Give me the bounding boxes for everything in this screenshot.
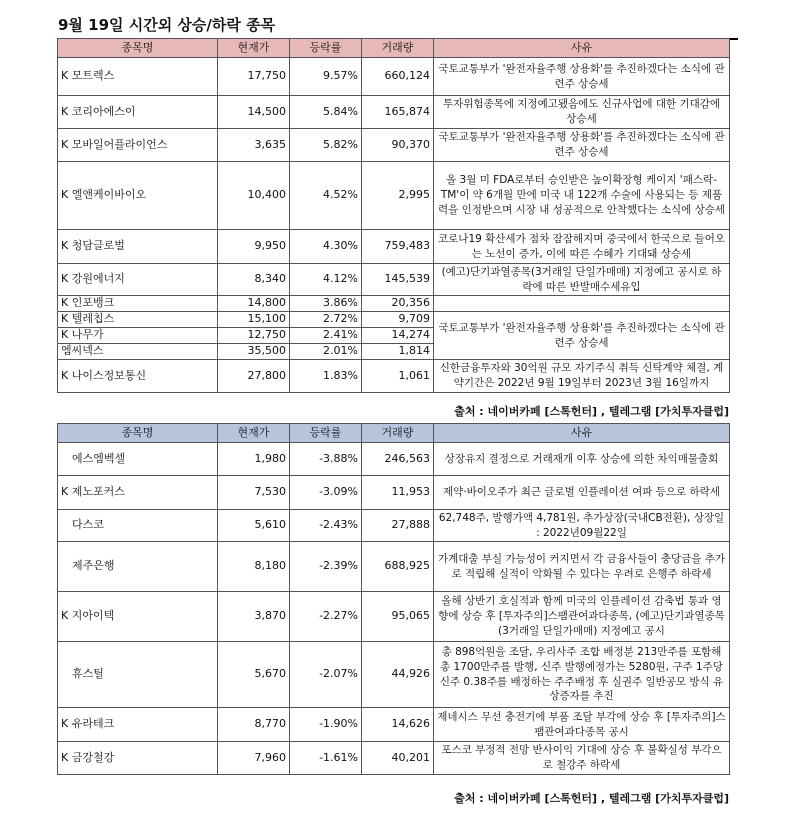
table-row (58, 129, 730, 162)
stock-name: K 엘앤케이바이오 (58, 162, 218, 230)
stock-name: K 청담글로벌 (58, 230, 218, 264)
table-row (58, 264, 730, 296)
stock-change: -2.39% (290, 542, 362, 592)
stock-name: 제주은행 (58, 542, 218, 592)
stock-price: 5,610 (218, 510, 290, 542)
stock-price: 8,340 (218, 264, 290, 296)
stock-reason: 제네시스 무선 충전기에 부품 조달 부각에 상승 후 [투자주의]스팸관여과다종목 공시 (434, 708, 730, 742)
stock-volume: 688,925 (362, 542, 434, 592)
stock-volume: 95,065 (362, 592, 434, 642)
stock-change: 4.52% (290, 162, 362, 230)
col-header-name: 종목명 (58, 424, 218, 443)
table-row (58, 742, 730, 775)
stock-price: 8,180 (218, 542, 290, 592)
stock-price: 14,500 (218, 96, 290, 129)
page-title: 9월 19일 시간외 상승/하락 종목 (58, 14, 738, 40)
table-row (58, 230, 730, 264)
table-row (58, 312, 730, 328)
stock-volume: 14,626 (362, 708, 434, 742)
stock-change: 9.57% (290, 58, 362, 96)
stock-change: 2.01% (290, 344, 362, 360)
stock-volume: 11,953 (362, 476, 434, 510)
table-row (58, 510, 730, 542)
stock-change: 3.86% (290, 296, 362, 312)
stock-volume: 759,483 (362, 230, 434, 264)
stock-price: 14,800 (218, 296, 290, 312)
stock-price: 35,500 (218, 344, 290, 360)
stock-volume: 9,709 (362, 312, 434, 328)
stock-volume: 660,124 (362, 58, 434, 96)
stock-name: K 제노포커스 (58, 476, 218, 510)
stock-reason (434, 296, 730, 312)
stock-change: -3.88% (290, 443, 362, 476)
stock-reason: 투자위험종목에 지정예고됐음에도 신규사업에 대한 기대감에 상승세 (434, 96, 730, 129)
stock-change: -1.61% (290, 742, 362, 775)
stock-reason: 올 3월 미 FDA로부터 승인받은 높이확장형 케이지 '패스락-TM'이 약 6개월 만에 미국 내 122개 수술에 사용되는 등 제품력을 인정받으며 시장 내 성공적으로 안착했다는 소식에 상승세 (434, 162, 730, 230)
col-header-name: 종목명 (58, 39, 218, 58)
stock-price: 15,100 (218, 312, 290, 328)
col-header-price: 현재가 (218, 424, 290, 443)
stock-change: 2.72% (290, 312, 362, 328)
stock-change: 4.30% (290, 230, 362, 264)
col-header-volume: 거래량 (362, 39, 434, 58)
table-header-row (58, 39, 730, 58)
stock-price: 7,530 (218, 476, 290, 510)
stock-price: 8,770 (218, 708, 290, 742)
table-row (58, 642, 730, 708)
stock-volume: 40,201 (362, 742, 434, 775)
stock-name: 휴스틸 (58, 642, 218, 708)
stock-name: K 코리아에스이 (58, 96, 218, 129)
table-row (58, 443, 730, 476)
table-row (58, 58, 730, 96)
stock-name: K 유라테크 (58, 708, 218, 742)
stock-price: 1,980 (218, 443, 290, 476)
stock-reason: (예고)단기과열종목(3거래일 단일가매매) 지정예고 공시로 하락에 따른 반발매수세유입 (434, 264, 730, 296)
rising-stocks-table (57, 38, 730, 393)
stock-name: 엠씨넥스 (58, 344, 218, 360)
stock-change: -1.90% (290, 708, 362, 742)
stock-reason: 총 898억원을 조달, 우리사주 조합 배정분 213만주를 포함해 총 1700만주를 발행, 신주 발행예정가는 5280원, 구주 1주당 신주 0.38주를 배정하는 주주배정 후 실권주 일반공모 방식 유상증자를 추진 (434, 642, 730, 708)
col-header-reason: 사유 (434, 424, 730, 443)
stock-reason: 가계대출 부실 가능성이 커지면서 각 금융사들이 충당금을 추가로 적립해 실적이 악화될 수 있다는 우려로 은행주 하락세 (434, 542, 730, 592)
stock-name: 에스엠벡셀 (58, 443, 218, 476)
source-credit: 출처 : 네이버카페 [스톡헌터] , 텔레그램 [가치투자클럽] (454, 405, 729, 418)
stock-price: 17,750 (218, 58, 290, 96)
stock-change: 1.83% (290, 360, 362, 393)
stock-volume: 20,356 (362, 296, 434, 312)
stock-volume: 165,874 (362, 96, 434, 129)
stock-reason: 제약·바이오주가 최근 글로벌 인플레이션 여파 등으로 하락세 (434, 476, 730, 510)
stock-price: 3,870 (218, 592, 290, 642)
stock-reason: 상장유지 결정으로 거래재개 이후 상승에 의한 차익매물출회 (434, 443, 730, 476)
stock-price: 3,635 (218, 129, 290, 162)
stock-volume: 14,274 (362, 328, 434, 344)
col-header-price: 현재가 (218, 39, 290, 58)
stock-volume: 1,814 (362, 344, 434, 360)
stock-reason: 코로나19 확산세가 점차 잠잠해지며 중국에서 한국으로 들어오는 노선이 증가, 이에 따른 수혜가 기대돼 상승세 (434, 230, 730, 264)
col-header-change: 등락률 (290, 39, 362, 58)
stock-change: -2.43% (290, 510, 362, 542)
stock-name: K 모트렉스 (58, 58, 218, 96)
stock-reason: 국토교통부가 '완전자율주행 상용화'를 추진하겠다는 소식에 관련주 상승세 (434, 312, 730, 360)
stock-name: 다스코 (58, 510, 218, 542)
col-header-reason: 사유 (434, 39, 730, 58)
stock-name: K 지아이텍 (58, 592, 218, 642)
stock-name: K 나무가 (58, 328, 218, 344)
table-row (58, 542, 730, 592)
stock-reason: 국토교통부가 '완전자율주행 상용화'를 추진하겠다는 소식에 관련주 상승세 (434, 129, 730, 162)
stock-price: 12,750 (218, 328, 290, 344)
stock-name: K 강원에너지 (58, 264, 218, 296)
stock-name: K 모바일어플라이언스 (58, 129, 218, 162)
stock-name: K 나이스정보통신 (58, 360, 218, 393)
stock-change: -3.09% (290, 476, 362, 510)
stock-change: 4.12% (290, 264, 362, 296)
falling-stocks-table (57, 423, 730, 775)
stock-volume: 90,370 (362, 129, 434, 162)
stock-price: 9,950 (218, 230, 290, 264)
stock-reason: 올해 상반기 호실적과 함께 미국의 인플레이션 감축법 통과 영향에 상승 후 [투자주의]스팸관여과다종목, (예고)단기과열종목(3거래일 단일가매매) 지정예고 공시 (434, 592, 730, 642)
stock-name: K 인포뱅크 (58, 296, 218, 312)
source-credit: 출처 : 네이버카페 [스톡헌터] , 텔레그램 [가치투자클럽] (454, 792, 729, 805)
stock-reason: 포스코 부정적 전망 반사이익 기대에 상승 후 불확실성 부각으로 철강주 하락세 (434, 742, 730, 775)
stock-price: 27,800 (218, 360, 290, 393)
stock-reason: 국토교통부가 '완전자율주행 상용화'를 추진하겠다는 소식에 관련주 상승세 (434, 58, 730, 96)
table-row (58, 592, 730, 642)
stock-name: K 텔레칩스 (58, 312, 218, 328)
stock-volume: 246,563 (362, 443, 434, 476)
stock-volume: 44,926 (362, 642, 434, 708)
table-row (58, 708, 730, 742)
table-row (58, 96, 730, 129)
stock-price: 10,400 (218, 162, 290, 230)
stock-volume: 145,539 (362, 264, 434, 296)
stock-change: 2.41% (290, 328, 362, 344)
table-row (58, 162, 730, 230)
table-header-row (58, 424, 730, 443)
stock-name: K 금강철강 (58, 742, 218, 775)
table-row (58, 476, 730, 510)
stock-volume: 27,888 (362, 510, 434, 542)
stock-volume: 2,995 (362, 162, 434, 230)
stock-volume: 1,061 (362, 360, 434, 393)
col-header-change: 등락률 (290, 424, 362, 443)
stock-change: -2.07% (290, 642, 362, 708)
col-header-volume: 거래량 (362, 424, 434, 443)
stock-price: 5,670 (218, 642, 290, 708)
stock-change: -2.27% (290, 592, 362, 642)
stock-change: 5.84% (290, 96, 362, 129)
table-row (58, 360, 730, 393)
table-row (58, 296, 730, 312)
stock-reason: 신한금융투자와 30억원 규모 자기주식 취득 신탁계약 체결, 계약기간은 2022년 9월 19일부터 2023년 3월 16일까지 (434, 360, 730, 393)
stock-reason: 62,748주, 발행가액 4,781원, 추가상장(국내CB전환), 상장일 : 2022년09월22일 (434, 510, 730, 542)
stock-change: 5.82% (290, 129, 362, 162)
stock-price: 7,960 (218, 742, 290, 775)
